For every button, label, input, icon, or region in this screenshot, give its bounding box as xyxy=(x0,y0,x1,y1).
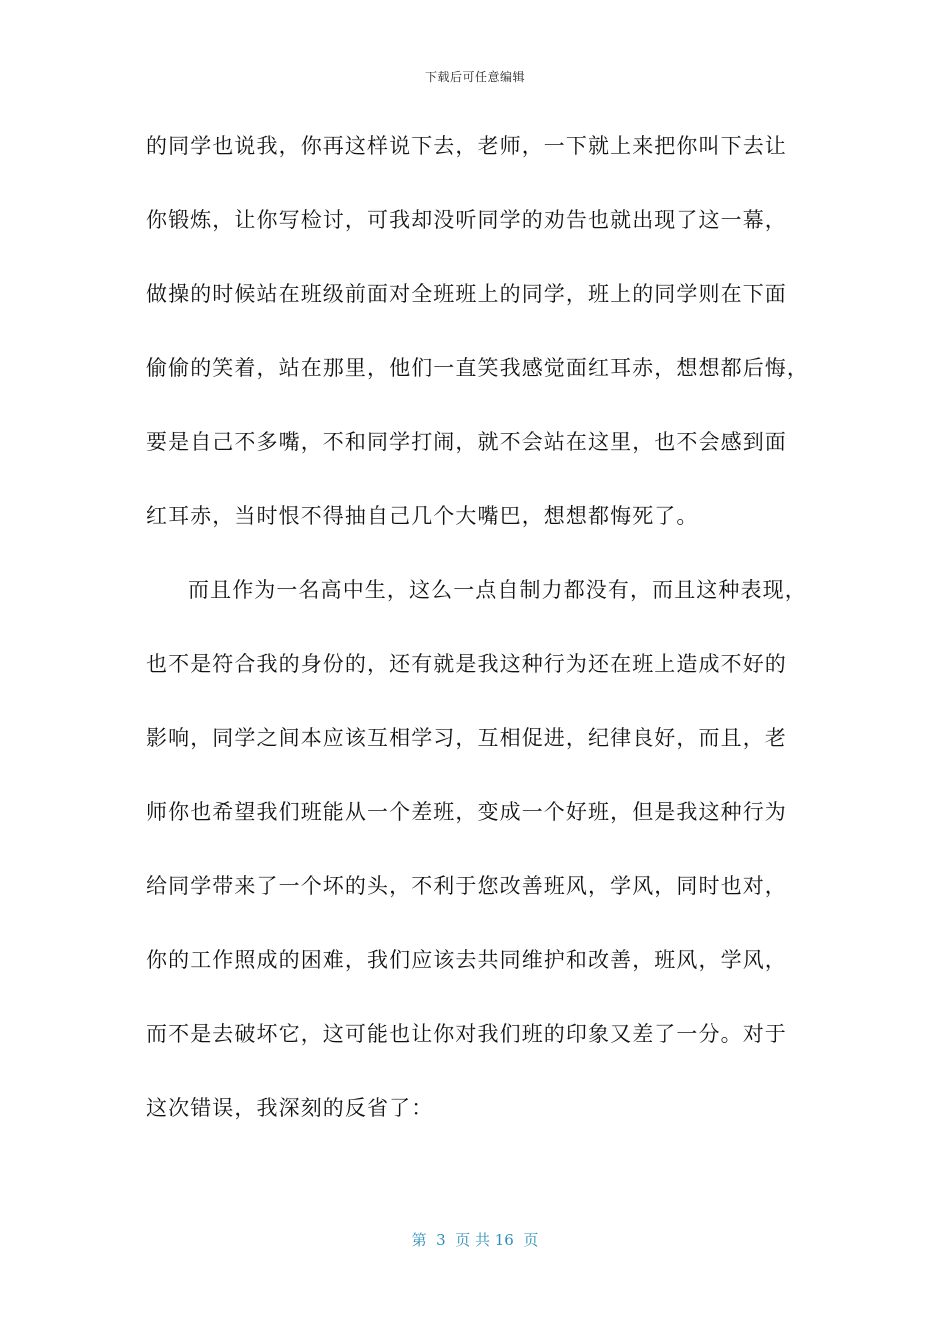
paragraph-line: 你锻炼，让你写检讨，可我却没听同学的劝告也就出现了这一幕， xyxy=(146,208,787,232)
paragraph-line: 也不是符合我的身份的，还有就是我这种行为还在班上造成不好的 xyxy=(146,652,787,676)
page-number-footer: 第 3 页 共 16 页 xyxy=(411,1231,539,1249)
paragraph-line: 偷偷的笑着，站在那里，他们一直笑我感觉面红耳赤，想想都后悔， xyxy=(146,356,809,380)
paragraph-line: 要是自己不多嘴，不和同学打闹，就不会站在这里，也不会感到面 xyxy=(146,430,787,454)
document-body xyxy=(146,120,816,1156)
paragraph-line: 你的工作照成的困难，我们应该去共同维护和改善，班风，学风， xyxy=(146,948,787,972)
paragraph-line: 红耳赤，当时恨不得抽自己几个大嘴巴，想想都悔死了。 xyxy=(146,504,699,528)
paragraph-2 xyxy=(146,564,816,1156)
paragraph-line: 而不是去破坏它，这可能也让你对我们班的印象又差了一分。对于 xyxy=(146,1022,787,1046)
paragraph-line: 影响，同学之间本应该互相学习，互相促进，纪律良好，而且，老 xyxy=(146,726,787,750)
paragraph-line: 师你也希望我们班能从一个差班，变成一个好班，但是我这种行为 xyxy=(146,800,787,824)
paragraph-line: 做操的时候站在班级前面对全班班上的同学，班上的同学则在下面 xyxy=(146,282,787,306)
paragraph-line: 这次错误，我深刻的反省了： xyxy=(146,1096,434,1120)
paragraph-1 xyxy=(146,120,816,564)
page-header: 下载后可任意编辑 xyxy=(424,70,525,84)
paragraph-line: 给同学带来了一个坏的头，不利于您改善班风，学风，同时也对， xyxy=(146,874,787,898)
paragraph-line: 而且作为一名高中生，这么一点自制力都没有，而且这种表现， xyxy=(188,578,807,602)
paragraph-line: 的同学也说我，你再这样说下去，老师，一下就上来把你叫下去让 xyxy=(146,134,787,158)
